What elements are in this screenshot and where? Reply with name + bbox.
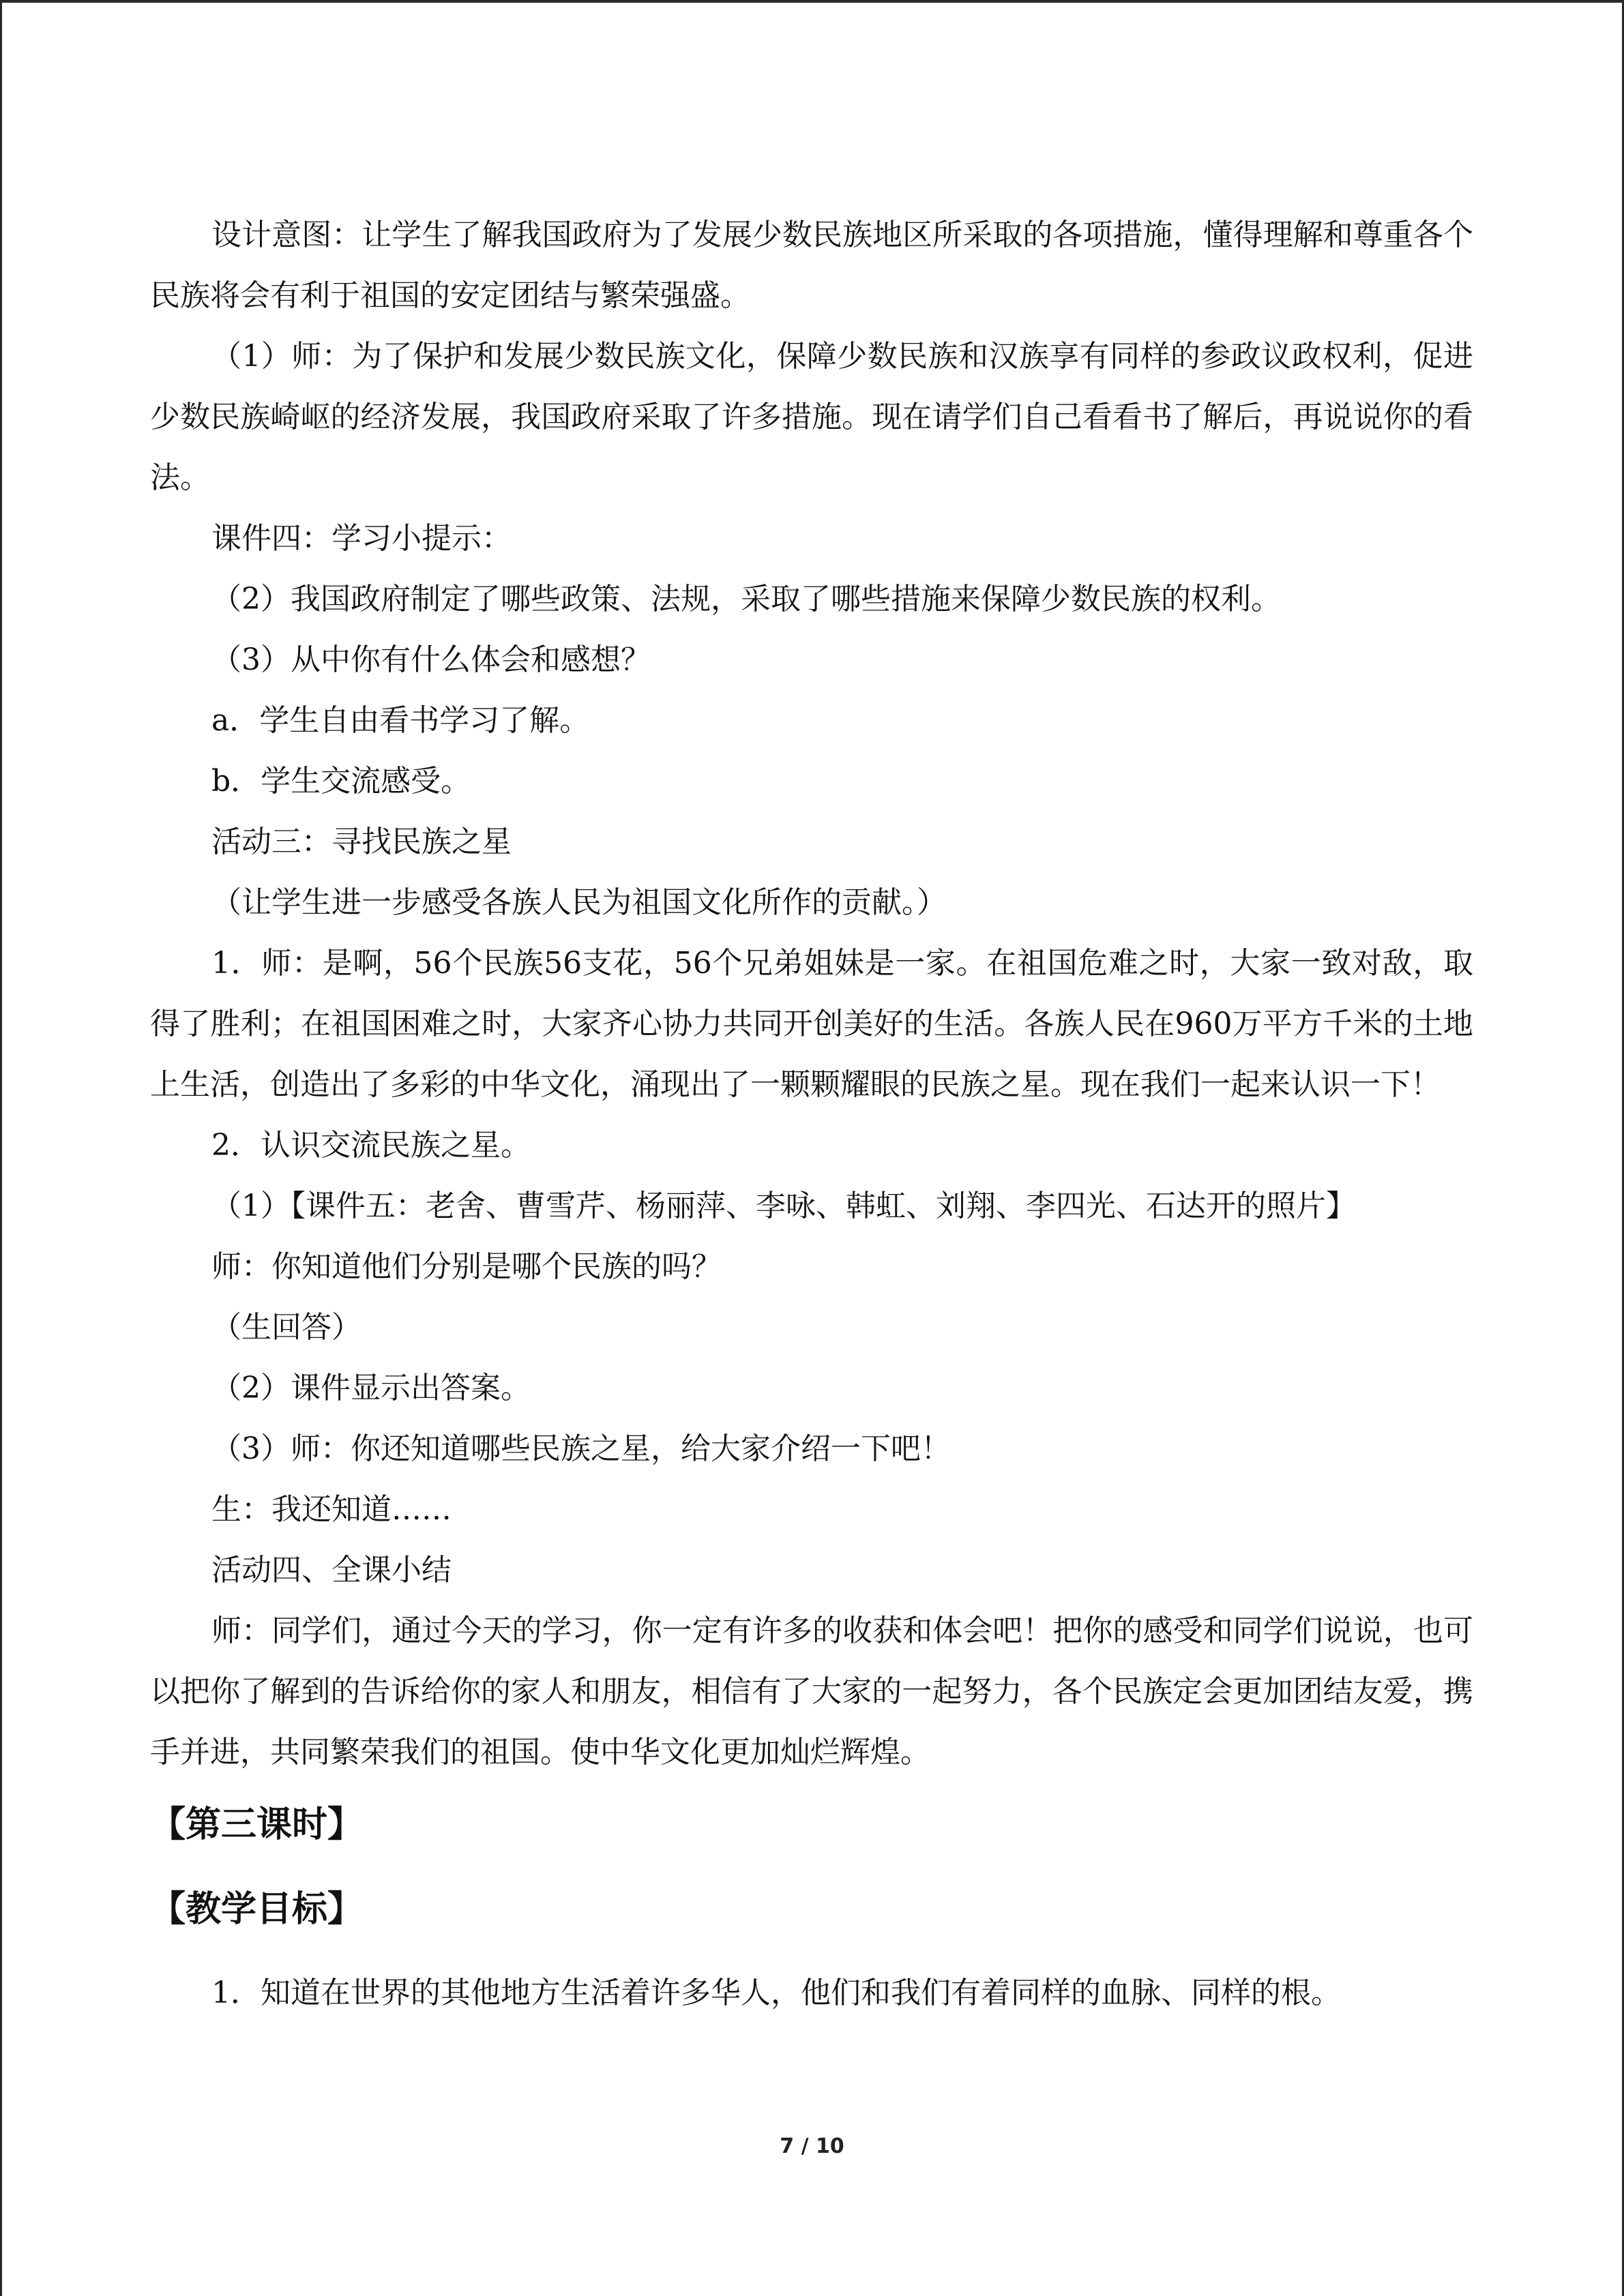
step-b-paragraph: b．学生交流感受。 (211, 764, 471, 799)
step-2-paragraph: 2．认识交流民族之星。 (211, 1128, 531, 1163)
question-2-paragraph: （2）我国政府制定了哪些政策、法规，采取了哪些措施来保障少数民族的权利。 (211, 582, 1281, 616)
activity-three-title: 活动三：寻找民族之星 (211, 824, 512, 859)
teacher-more-stars-paragraph: （3）师：你还知道哪些民族之星，给大家介绍一下吧！ (211, 1431, 951, 1466)
page-number: 7 / 10 (780, 2134, 844, 2158)
summary-paragraph: 师：同学们，通过今天的学习，你一定有许多的收获和体会吧！把你的感受和同学们说说，也可以把你了解到的告诉给你的家人和朋友，相信有了大家的一起努力，各个民族定会更加团结友爱，携手并进，共同繁荣我们的祖国。使中华文化更加灿烂辉煌。 (150, 1613, 1473, 1770)
top-border-line (0, 0, 1624, 3)
teacher-intro-paragraph: （1）师：为了保护和发展少数民族文化，保障少数民族和汉族享有同样的参政议政权利，促进少数民族崎岖的经济发展，我国政府采取了许多措施。现在请学们自己看看书了解后，再说说你的看法。 (150, 339, 1473, 495)
student-answer-paragraph: （生回答） (211, 1310, 361, 1345)
document-body (150, 205, 1473, 2023)
left-border-line (0, 0, 2, 2296)
step-a-paragraph: a．学生自由看书学习了解。 (211, 703, 590, 738)
goal-item-1: 1．知道在世界的其他地方生活着许多华人，他们和我们有着同样的血脉、同样的根。 (211, 1976, 1341, 2010)
teaching-goals-heading: 【教学目标】 (150, 1889, 364, 1930)
question-3-paragraph: （3）从中你有什么体会和感想？ (211, 642, 651, 677)
activity-four-title: 活动四、全课小结 (211, 1553, 452, 1587)
courseware-four-label: 课件四：学习小提示： (211, 521, 512, 556)
show-answer-paragraph: （2）课件显示出答案。 (211, 1371, 531, 1405)
activity-three-purpose: （让学生进一步感受各族人民为祖国文化所作的贡献。） (211, 885, 947, 920)
design-intent-paragraph: 设计意图：让学生了解我国政府为了发展少数民族地区所采取的各项措施，懂得理解和尊重各个民族将会有利于祖国的安定团结与繁荣强盛。 (150, 218, 1473, 313)
courseware-five-paragraph: （1）【课件五：老舍、曹雪芹、杨丽萍、李咏、韩虹、刘翔、李四光、石达开的照片】 (211, 1189, 1356, 1223)
teacher-56-nations-paragraph: 1．师：是啊，56个民族56支花，56个兄弟姐妹是一家。在祖国危难之时，大家一致对敌，取得了胜利；在祖国困难之时，大家齐心协力共同开创美好的生活。各族人民在960万平方千米的土地上生活，创造出了多彩的中华文化，涌现出了一颗颗耀眼的民族之星。现在我们一起来认识一下！ (150, 946, 1473, 1102)
lesson-three-heading: 【第三课时】 (150, 1804, 364, 1845)
student-reply-paragraph: 生：我还知道…… (211, 1492, 452, 1527)
teacher-question-paragraph: 师：你知道他们分别是哪个民族的吗？ (211, 1249, 722, 1284)
